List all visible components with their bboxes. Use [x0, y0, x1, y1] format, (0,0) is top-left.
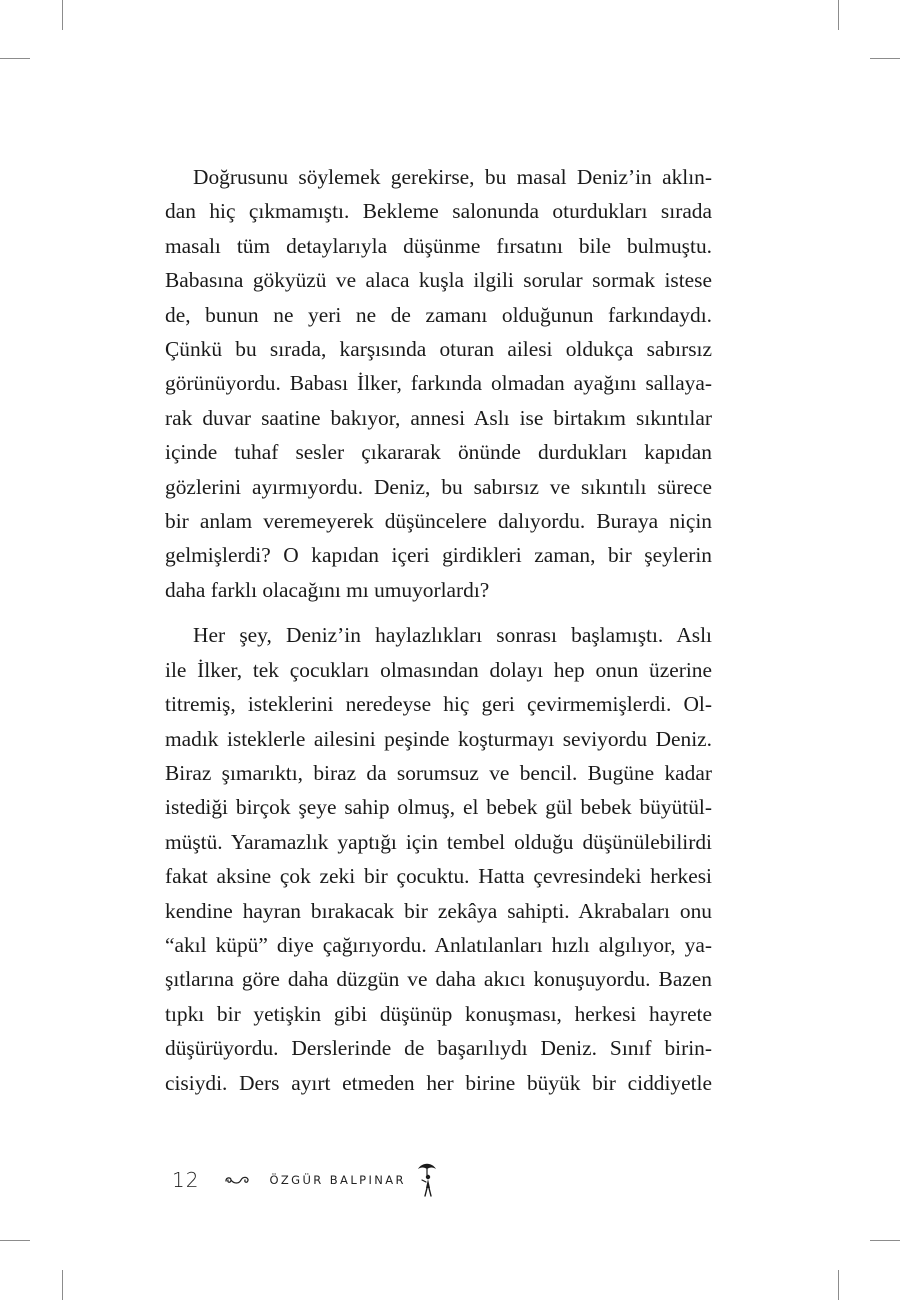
body-text: [165, 160, 712, 1100]
page-footer: [172, 1160, 440, 1200]
author-name: ÖZGÜR BALPINAR: [269, 1173, 406, 1187]
text-line: Her şey, Deniz’in haylazlıkları sonrası başlamıştı. Aslı: [193, 623, 712, 648]
crop-mark-top-right: [838, 0, 839, 30]
text-line: Çünkü bu sırada, karşısında oturan ailesi oldukça sabırsız: [165, 337, 712, 362]
text-line: gelmişlerdi? O kapıdan içeri girdikleri zaman, bir şeylerin: [165, 543, 712, 568]
paragraph-2: [165, 618, 712, 1100]
crop-mark-right-bottom: [870, 1240, 900, 1241]
text-line: “akıl küpü” diye çağırıyordu. Anlatılanları hızlı algılıyor, ya-: [165, 932, 712, 957]
text-line: Biraz şımarıktı, biraz da sorumsuz ve bencil. Bugüne kadar: [165, 760, 712, 785]
text-line: görünüyordu. Babası İlker, farkında olmadan ayağını sallaya-: [165, 371, 712, 396]
text-line: Doğrusunu söylemek gerekirse, bu masal Deniz’in aklın-: [193, 165, 712, 189]
text-line: madık isteklerle ailesini peşinde koşturmayı seviyordu Deniz.: [165, 726, 712, 751]
text-line: daha farklı olacağını mı umuyorlardı?: [165, 577, 490, 602]
text-line: Babasına gökyüzü ve alaca kuşla ilgili sorular sormak istese: [165, 268, 712, 293]
text-line: içinde tuhaf sesler çıkararak önünde durdukları kapıdan: [165, 440, 712, 465]
text-line: şıtlarına göre daha düzgün ve daha akıcı konuşuyordu. Bazen: [165, 967, 712, 992]
text-line: gözlerini ayırmıyordu. Deniz, bu sabırsız ve sıkıntılı sürece: [165, 474, 712, 499]
text-line: de, bunun ne yeri ne de zamanı olduğunun farkındaydı.: [165, 302, 712, 327]
text-line: kendine hayran bırakacak bir zekâya sahipti. Akrabaları onu: [165, 898, 712, 923]
text-line: dan hiç çıkmamıştı. Bekleme salonunda oturdukları sırada: [165, 199, 712, 224]
text-line: masalı tüm detaylarıyla düşünme fırsatını bile bulmuştu.: [165, 233, 712, 258]
text-line: fakat aksine çok zeki bir çocuktu. Hatta çevresindeki herkesi: [165, 864, 712, 889]
page-number: 12: [172, 1168, 200, 1192]
text-line: bir anlam veremeyerek düşüncelere dalıyordu. Buraya niçin: [165, 509, 712, 534]
text-line: ile İlker, tek çocukları olmasından dolayı hep onun üzerine: [165, 657, 712, 682]
paragraph-1: [165, 160, 712, 607]
text-line: müştü. Yaramazlık yaptığı için tembel olduğu düşünülebilirdi: [165, 829, 712, 854]
crop-mark-left-top: [0, 58, 30, 59]
text-line: rak duvar saatine bakıyor, annesi Aslı ise birtakım sıkıntılar: [165, 405, 712, 430]
text-line: tıpkı bir yetişkin gibi düşünüp konuşması, herkesi hayrete: [165, 1001, 712, 1026]
crop-mark-bottom-left: [62, 1270, 63, 1300]
crop-mark-left-bottom: [0, 1240, 30, 1241]
text-line: düşürüyordu. Derslerinde de başarılıydı Deniz. Sınıf birin-: [165, 1036, 712, 1061]
crop-mark-right-top: [870, 58, 900, 59]
text-line: titremiş, isteklerini neredeyse hiç geri çevirmemişlerdi. Ol-: [165, 692, 712, 717]
text-line: istediği birçok şeye sahip olmuş, el bebek gül bebek büyütül-: [165, 795, 712, 820]
crop-mark-top-left: [62, 0, 63, 30]
crop-mark-bottom-right: [838, 1270, 839, 1300]
umbrella-figure-icon: [414, 1160, 440, 1200]
swirl-ornament-icon: [223, 1173, 251, 1187]
text-line: cisiydi. Ders ayırt etmeden her birine büyük bir ciddiyetle: [165, 1070, 712, 1095]
